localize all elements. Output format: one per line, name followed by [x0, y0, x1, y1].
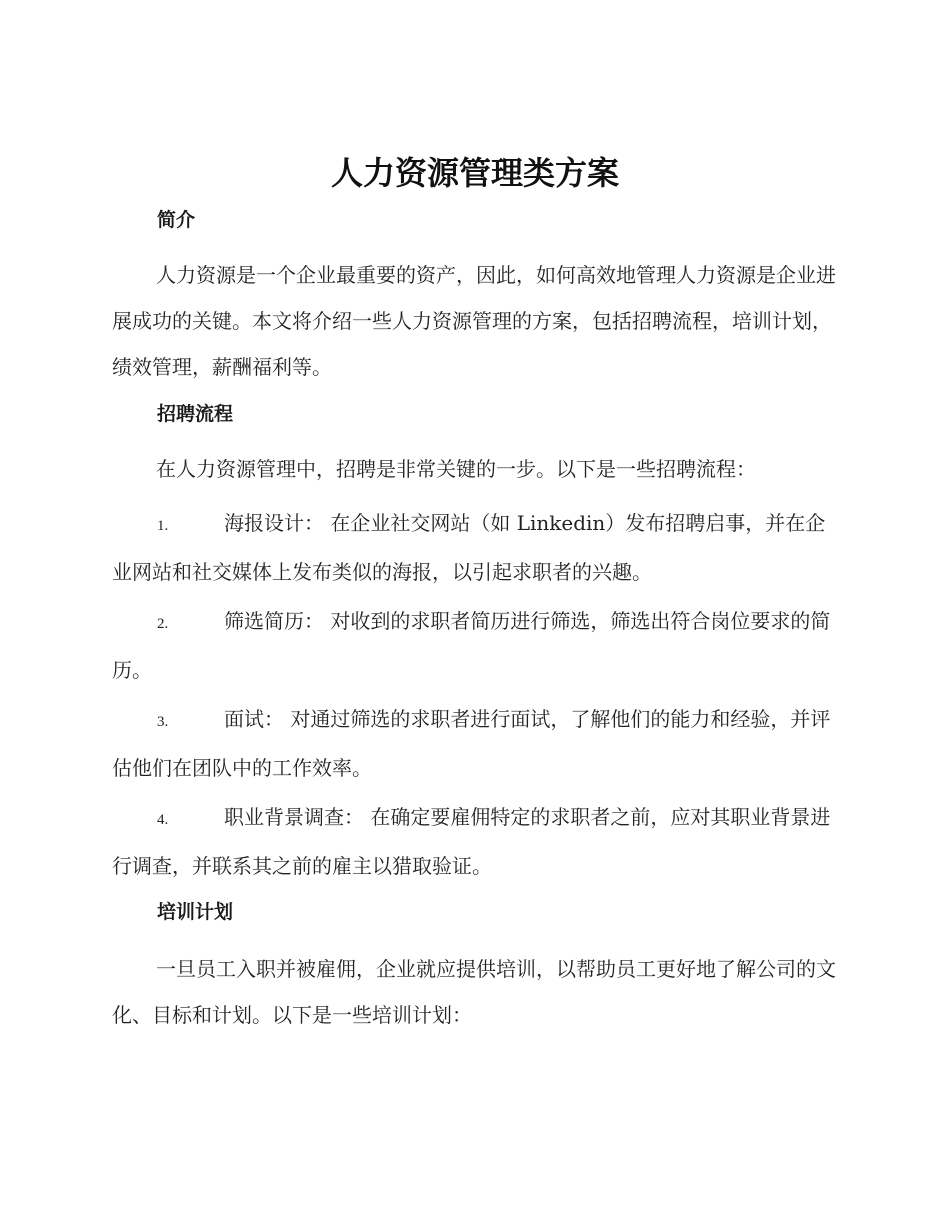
- training-paragraph-text: 一旦员工入职并被雇佣，企业就应提供培训，以帮助员工更好地了解公司的文化、目标和计划。以下是一些培训计划：: [112, 957, 836, 1027]
- intro-paragraph-text: 人力资源是一个企业最重要的资产，因此，如何高效地管理人力资源是企业进展成功的关键。本文将介绍一些人力资源管理的方案，包括招聘流程，培训计划，绩效管理，薪酬福利等。: [112, 263, 836, 379]
- section-heading-training: 培训计划: [157, 901, 234, 923]
- list-item: [112, 794, 838, 889]
- list-item-text: 职业背景调查： 在确定要雇佣特定的求职者之前，应对其职业背景进行调查，并联系其之前的雇主以猎取验证。: [112, 805, 831, 878]
- list-item-text: 海报设计： 在企业社交网站（如 Linkedin）发布招聘启事，并在企业网站和社交媒体上发布类似的海报，以引起求职者的兴趣。: [112, 511, 826, 584]
- list-item: [112, 598, 838, 693]
- recruit-paragraph: [112, 446, 838, 492]
- list-item-text: 面试： 对通过筛选的求职者进行面试，了解他们的能力和经验，并评估他们在团队中的工作效率。: [112, 707, 831, 780]
- list-item: [112, 500, 838, 595]
- list-item-text: 筛选简历： 对收到的求职者简历进行筛选，筛选出符合岗位要求的简历。: [112, 609, 831, 682]
- recruit-paragraph-text: 在人力资源管理中，招聘是非常关键的一步。以下是一些招聘流程：: [156, 457, 756, 481]
- list-item: [112, 696, 838, 791]
- list-item-number: 4.: [157, 812, 169, 828]
- list-item-number: 3.: [157, 714, 169, 730]
- training-paragraph: [112, 946, 838, 1038]
- section-heading-recruit: 招聘流程: [157, 403, 234, 425]
- list-item-number: 2.: [157, 616, 169, 632]
- section-heading-intro: 简介: [157, 209, 196, 231]
- intro-paragraph: [112, 252, 838, 390]
- list-item-number: 1.: [157, 518, 169, 534]
- page-title: 人力资源管理类方案: [330, 154, 619, 192]
